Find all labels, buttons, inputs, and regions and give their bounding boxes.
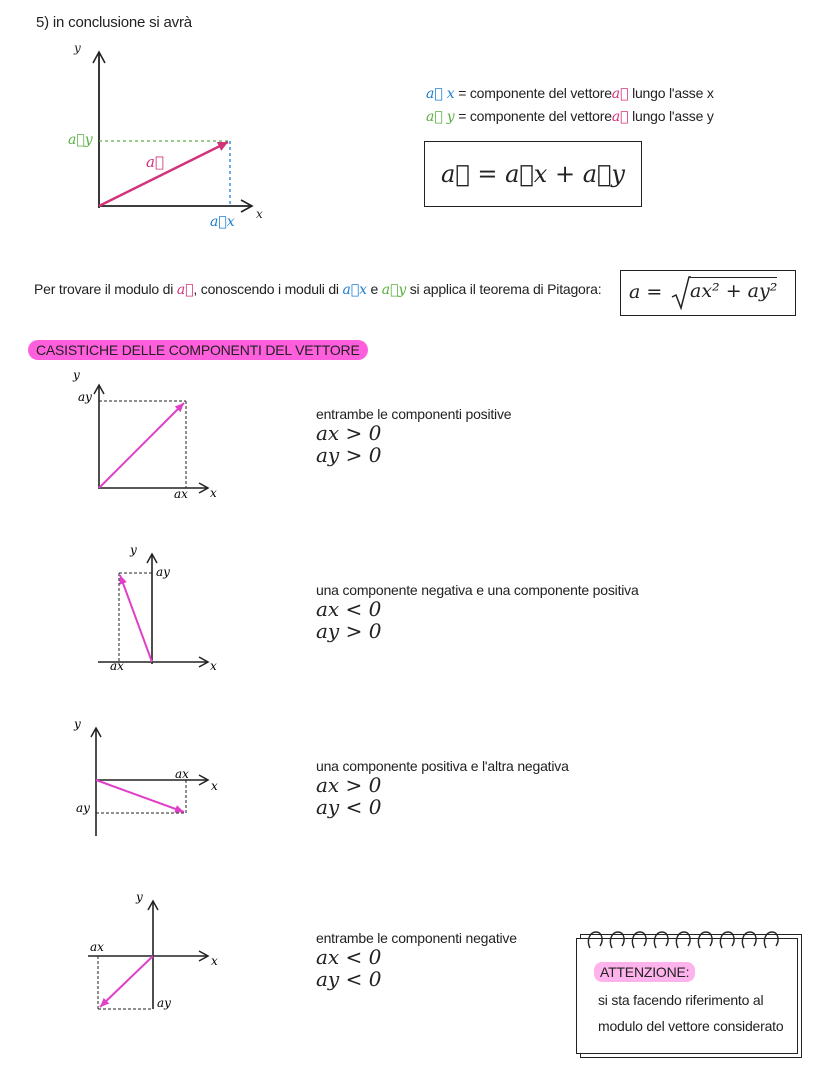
note-title: ATTENZIONE: (594, 962, 695, 982)
vector-a (99, 142, 228, 206)
x-label: x (211, 954, 218, 968)
ax-label: a⃗x (210, 214, 235, 230)
ay-label: ay (157, 996, 171, 1010)
x-label: x (210, 659, 217, 673)
spiral-binding-icon (584, 928, 794, 954)
case1-diagram (60, 365, 240, 505)
case4-diagram (80, 885, 240, 1015)
case2-text: una componente negativa e una componente positiva ax < 0 ay > 0 (316, 582, 639, 643)
y-label: y (130, 543, 137, 557)
attention-note (576, 928, 802, 1058)
x-label: x (211, 779, 218, 793)
sqrt-sign-icon (671, 275, 691, 311)
y-label: y (74, 717, 81, 731)
case4-text: entrambe le componenti negative ax < 0 ay < 0 (316, 930, 517, 991)
pythagoras-formula: a = ax² + ay² (620, 270, 796, 316)
definition-ax: a⃗ x = componente del vettorea⃗ lungo l'asse x (426, 85, 714, 102)
main-vector-diagram (60, 40, 290, 235)
ay-label: ay (78, 390, 92, 404)
vector (99, 403, 184, 488)
vector-sum-formula: a⃗ = a⃗x + a⃗y (424, 141, 642, 207)
ax-label: ax (175, 767, 189, 781)
ax-label: ax (174, 487, 188, 501)
intro-heading: 5) in conclusione si avrà (36, 14, 192, 31)
vector (96, 780, 184, 812)
note-line2: modulo del vettore considerato (598, 1018, 784, 1034)
section-title: CASISTICHE DELLE COMPONENTI DEL VETTORE (28, 340, 368, 360)
ay-label: ay (156, 565, 170, 579)
case2-diagram (90, 540, 240, 680)
definitions (426, 82, 714, 128)
x-axis-label: x (256, 207, 263, 221)
vector (120, 575, 152, 662)
case3-diagram (60, 712, 240, 842)
note-line1: si sta facendo riferimento al (598, 992, 764, 1008)
case1-text: entrambe le componenti positive ax > 0 ay > 0 (316, 406, 512, 467)
x-label: x (210, 486, 217, 500)
ay-label: ay (76, 801, 90, 815)
ax-label: ax (110, 659, 124, 673)
case3-text: una componente positiva e l'altra negativa ax > 0 ay < 0 (316, 758, 569, 819)
ax-label: ax (90, 940, 104, 954)
definition-ay: a⃗ y = componente del vettorea⃗ lungo l'asse y (426, 108, 714, 125)
note-body (594, 964, 695, 980)
y-label: y (73, 368, 80, 382)
vector-a-label: a⃗ (146, 153, 164, 171)
ay-label: a⃗y (68, 132, 93, 148)
y-axis-label: y (74, 41, 81, 55)
vector (100, 956, 153, 1007)
pythagoras-sentence: Per trovare il modulo di a⃗, conoscendo i moduli di a⃗x e a⃗y si applica il teorema di Pitagora: (34, 281, 602, 298)
y-label: y (136, 890, 143, 904)
